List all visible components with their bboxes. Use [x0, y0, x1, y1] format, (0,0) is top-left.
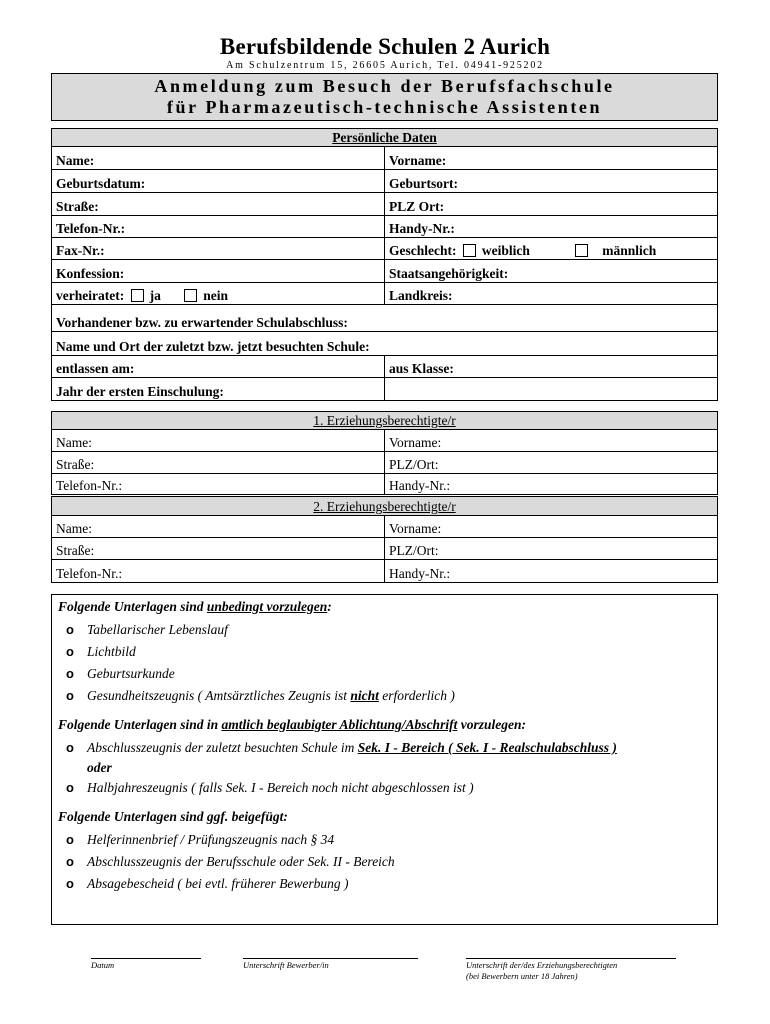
bullet-icon: o: [66, 780, 74, 795]
letzte-schule-field[interactable]: Name und Ort der zuletzt bzw. jetzt besuchten Schule:: [52, 332, 718, 356]
certified-docs-list: [58, 737, 711, 799]
required-docs-heading: [58, 599, 711, 615]
guardian2-vorname-field[interactable]: Vorname:: [385, 516, 718, 538]
form-title-banner: [51, 73, 718, 121]
fax-field[interactable]: Fax-Nr.:: [52, 238, 385, 260]
bullet-icon: o: [66, 832, 74, 847]
geburtsdatum-field[interactable]: Geburtsdatum:: [52, 170, 385, 193]
signature-line: [466, 958, 676, 959]
school-address: Am Schulzentrum 15, 26605 Aurich, Tel. 04941-925202: [226, 60, 544, 71]
certified-docs-heading: [58, 717, 711, 733]
list-item: [58, 737, 711, 777]
list-item: [58, 777, 711, 799]
geschlecht-label: Geschlecht:: [389, 243, 457, 258]
school-title: Berufsbildende Schulen 2 Aurich: [219, 34, 551, 59]
weiblich-checkbox[interactable]: [463, 244, 476, 257]
guardian1-telefon-field[interactable]: Telefon-Nr.:: [52, 474, 385, 495]
aus-klasse-field[interactable]: aus Klasse:: [385, 356, 718, 378]
list-item-text: Halbjahreszeugnis ( falls Sek. I - Bereich noch nicht abgeschlossen ist ): [87, 780, 474, 795]
certified-heading-suffix: vorzulegen:: [457, 717, 526, 732]
einschulung-empty-cell[interactable]: [385, 378, 718, 401]
documents-box: [51, 594, 718, 925]
list-item-text: Tabellarischer Lebenslauf: [87, 622, 228, 637]
guardian2-plz-ort-field[interactable]: PLZ/Ort:: [385, 538, 718, 560]
maennlich-label: männlich: [602, 243, 657, 258]
guardian2-strasse-field[interactable]: Straße:: [52, 538, 385, 560]
guardian2-header: 2. Erziehungsberechtigte/r: [52, 497, 718, 516]
guardian2-telefon-field[interactable]: Telefon-Nr.:: [52, 560, 385, 583]
bullet-icon: o: [66, 688, 74, 703]
cert1-emphasis-2: ( Sek. I - Realschulabschluss ): [444, 740, 617, 755]
guardian1-vorname-field[interactable]: Vorname:: [385, 430, 718, 452]
list-item: [58, 873, 711, 895]
verheiratet-ja-label: ja: [149, 288, 161, 303]
bullet-icon: o: [66, 740, 74, 755]
required-heading-colon: :: [327, 599, 332, 614]
required-docs-list: [58, 619, 711, 707]
guardian1-table: [51, 411, 718, 495]
list-item-text: Lichtbild: [87, 644, 136, 659]
datum-caption: Datum: [91, 960, 115, 970]
landkreis-field[interactable]: Landkreis:: [385, 283, 718, 305]
maennlich-checkbox[interactable]: [575, 244, 588, 257]
certified-heading-text: Folgende Unterlagen sind in: [58, 717, 222, 732]
verheiratet-label: verheiratet:: [56, 288, 125, 303]
guardian-caption-line2: (bei Bewerbern unter 18 Jahren): [466, 971, 578, 981]
verheiratet-nein-checkbox[interactable]: [184, 289, 197, 302]
bewerber-signature[interactable]: [243, 958, 418, 971]
list-item-text: Abschlusszeugnis der Berufsschule oder Sek. II - Bereich: [87, 854, 395, 869]
geburtsort-field[interactable]: Geburtsort:: [385, 170, 718, 193]
verheiratet-ja-checkbox[interactable]: [131, 289, 144, 302]
schulabschluss-field[interactable]: Vorhandener bzw. zu erwartender Schulabschluss:: [52, 305, 718, 332]
list-item-text: Absagebescheid ( bei evtl. früherer Bewerbung ): [87, 876, 349, 891]
optional-docs-list: [58, 829, 711, 895]
required-heading-text: Folgende Unterlagen sind: [58, 599, 207, 614]
list-item: [58, 851, 711, 873]
guardian1-header: 1. Erziehungsberechtigte/r: [52, 412, 718, 430]
list-item: [58, 829, 711, 851]
form-title-line2: für Pharmazeutisch-technische Assistenten: [166, 97, 603, 117]
personal-data-table: [51, 128, 718, 401]
signature-line: [91, 958, 201, 959]
signature-line: [243, 958, 418, 959]
staatsangehoerigkeit-field[interactable]: Staatsangehörigkeit:: [385, 260, 718, 283]
health-text: Gesundheitszeugnis ( Amtsärztliches Zeugnis ist: [87, 688, 351, 703]
geschlecht-field: [385, 238, 718, 260]
bullet-icon: o: [66, 876, 74, 891]
personal-data-header: Persönliche Daten: [52, 129, 718, 147]
guardian1-name-field[interactable]: Name:: [52, 430, 385, 452]
telefon-field[interactable]: Telefon-Nr.:: [52, 216, 385, 238]
strasse-field[interactable]: Straße:: [52, 193, 385, 216]
list-item: [58, 641, 711, 663]
bullet-icon: o: [66, 666, 74, 681]
name-field[interactable]: Name:: [52, 147, 385, 170]
list-item: [58, 619, 711, 641]
bewerber-caption: Unterschrift Bewerber/in: [243, 960, 329, 970]
guardian1-strasse-field[interactable]: Straße:: [52, 452, 385, 474]
guardian-signature[interactable]: [466, 958, 676, 982]
cert1-emphasis: Sek. I - Bereich: [357, 740, 445, 755]
list-item-text: Helferinnenbrief / Prüfungszeugnis nach § 34: [87, 832, 335, 847]
form-title-line1: Anmeldung zum Besuch der Berufsfachschule: [154, 76, 615, 96]
handy-field[interactable]: Handy-Nr.:: [385, 216, 718, 238]
guardian2-table: [51, 496, 718, 583]
health-suffix: erforderlich ): [378, 688, 455, 703]
certified-heading-emphasis: amtlich beglaubigter Ablichtung/Abschrift: [221, 717, 458, 732]
entlassen-field[interactable]: entlassen am:: [52, 356, 385, 378]
health-emphasis: nicht: [350, 688, 379, 703]
cert1-oder: oder: [87, 760, 112, 775]
plz-ort-field[interactable]: PLZ Ort:: [385, 193, 718, 216]
bullet-icon: o: [66, 644, 74, 659]
guardian1-handy-field[interactable]: Handy-Nr.:: [385, 474, 718, 495]
guardian-caption-line1: Unterschrift der/des Erziehungsberechtigten: [466, 960, 618, 970]
list-item: [58, 685, 711, 707]
weiblich-label: weiblich: [481, 243, 530, 258]
list-item-text: Geburtsurkunde: [87, 666, 175, 681]
required-heading-emphasis: unbedingt vorzulegen: [206, 599, 328, 614]
konfession-field[interactable]: Konfession:: [52, 260, 385, 283]
einschulung-field[interactable]: Jahr der ersten Einschulung:: [52, 378, 385, 401]
verheiratet-field: [52, 283, 385, 305]
vorname-field[interactable]: Vorname:: [385, 147, 718, 170]
guardian2-name-field[interactable]: Name:: [52, 516, 385, 538]
bullet-icon: o: [66, 622, 74, 637]
optional-docs-heading: Folgende Unterlagen sind ggf. beigefügt:: [58, 809, 288, 824]
datum-signature[interactable]: [91, 958, 201, 971]
guardian1-plz-ort-field[interactable]: PLZ/Ort:: [385, 452, 718, 474]
list-item: [58, 663, 711, 685]
guardian2-handy-field[interactable]: Handy-Nr.:: [385, 560, 718, 583]
verheiratet-nein-label: nein: [203, 288, 228, 303]
bullet-icon: o: [66, 854, 74, 869]
cert1-text: Abschlusszeugnis der zuletzt besuchten Schule im: [87, 740, 358, 755]
